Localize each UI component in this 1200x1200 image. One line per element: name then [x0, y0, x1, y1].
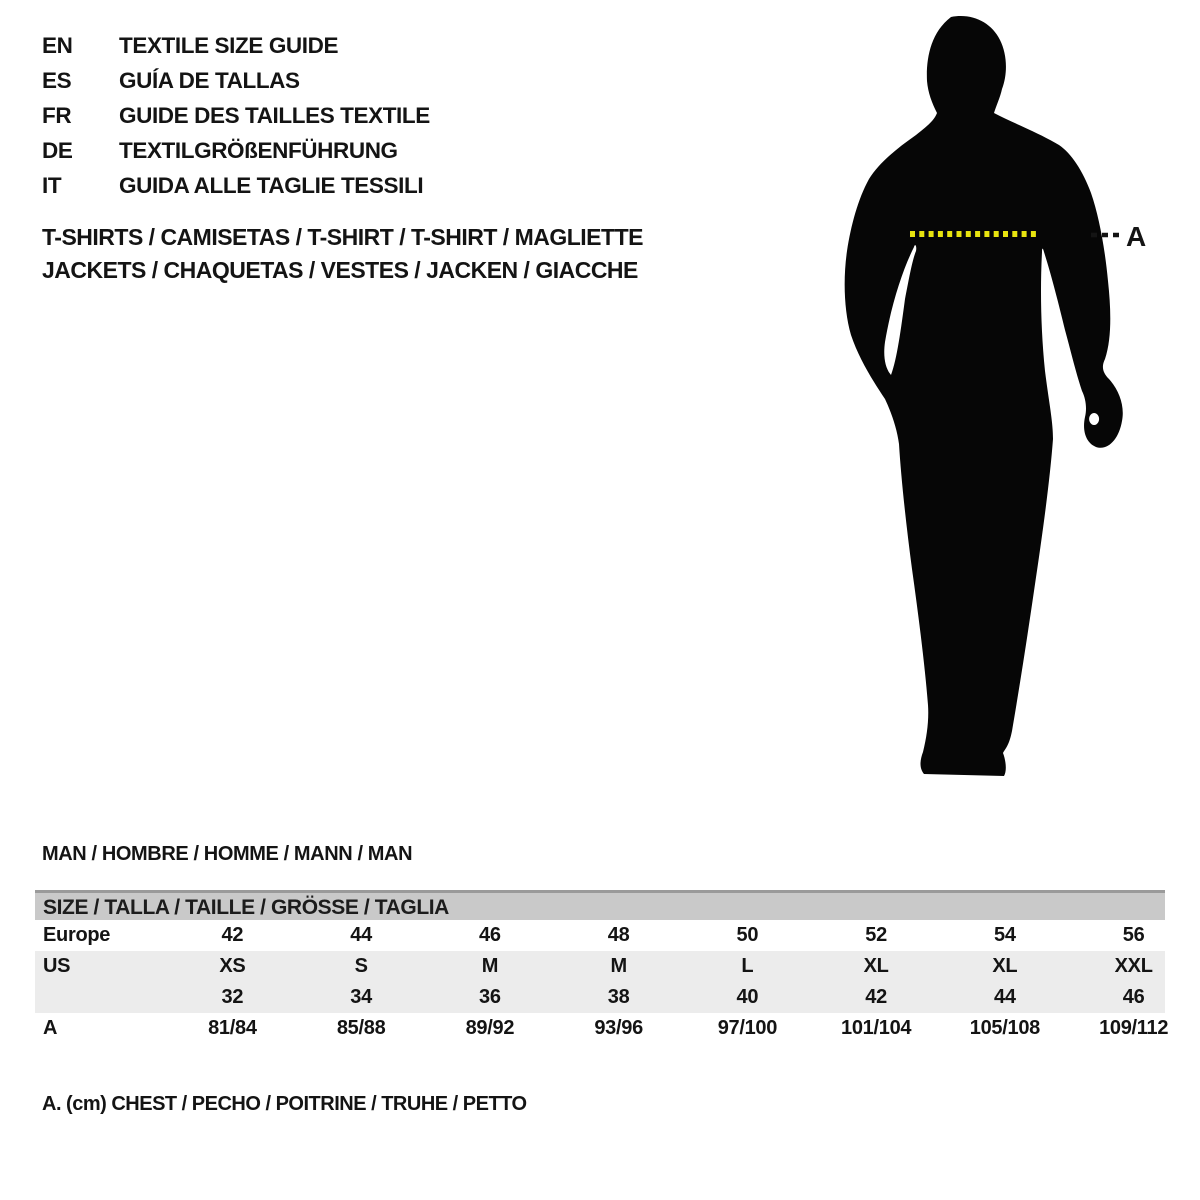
category-line-tshirts: T-SHIRTS / CAMISETAS / T-SHIRT / T-SHIRT / MAGLIETTE [42, 224, 643, 250]
size-table [35, 890, 1169, 1044]
size-cell: L [741, 955, 754, 977]
size-cell: M [481, 955, 499, 977]
language-row [42, 98, 430, 133]
size-cell: 46 [479, 924, 501, 946]
man-silhouette [845, 16, 1123, 776]
language-row [42, 133, 430, 168]
language-code: DE [42, 138, 73, 163]
size-cell: 81/84 [208, 1017, 257, 1039]
language-row [42, 168, 430, 203]
size-cell: 38 [607, 986, 630, 1008]
size-cell: 97/100 [717, 1017, 778, 1039]
size-cell: XXL [1114, 955, 1153, 977]
size-cell: XL [992, 955, 1018, 977]
size-table-row [35, 920, 1165, 951]
size-cell: 54 [994, 924, 1016, 946]
size-cell: 50 [736, 924, 759, 946]
language-guide-title: TEXTILE SIZE GUIDE [119, 33, 339, 58]
size-cell: 34 [350, 986, 372, 1008]
size-cell: 105/108 [969, 1017, 1040, 1039]
category-block [42, 221, 643, 287]
size-row-cells [168, 951, 1198, 982]
language-guide-title: TEXTILGRÖßENFÜHRUNG [119, 138, 398, 163]
size-cell: 109/112 [1099, 1017, 1169, 1039]
language-guide-title: GUÍA DE TALLAS [119, 68, 300, 93]
size-cell: 40 [736, 986, 759, 1008]
size-row-label: Europe [43, 924, 111, 946]
size-cell: 48 [607, 924, 630, 946]
language-guide-list [42, 28, 430, 203]
size-cell: 44 [994, 986, 1016, 1008]
size-cell: M [610, 955, 627, 977]
size-cell: 56 [1122, 924, 1145, 946]
size-cell: 42 [221, 924, 244, 946]
size-row-label: US [43, 955, 71, 977]
size-cell: 32 [221, 986, 244, 1008]
size-table-row [35, 982, 1165, 1013]
size-cell: 89/92 [465, 1017, 515, 1039]
size-cell: 52 [865, 924, 887, 946]
category-line-jackets: JACKETS / CHAQUETAS / VESTES / JACKEN / GIACCHE [42, 257, 638, 283]
size-table-row [35, 1013, 1169, 1044]
language-row [42, 28, 430, 63]
language-row [42, 63, 430, 98]
size-cell: S [354, 955, 368, 977]
size-cell: XL [863, 955, 889, 977]
size-table-header: SIZE / TALLA / TAILLE / GRÖSSE / TAGLIA [35, 890, 1165, 920]
language-code: EN [42, 33, 73, 58]
size-row-cells [168, 920, 1198, 951]
size-cell: 46 [1122, 986, 1145, 1008]
size-table-rows [35, 920, 1169, 1044]
size-row-cells [168, 982, 1198, 1013]
size-row-cells [168, 1013, 1198, 1044]
size-cell: 101/104 [841, 1017, 912, 1039]
language-guide-title: GUIDE DES TAILLES TEXTILE [119, 103, 430, 128]
size-cell: 36 [479, 986, 501, 1008]
language-guide-title: GUIDA ALLE TAGLIE TESSILI [119, 173, 424, 198]
language-code: IT [42, 173, 62, 198]
measurement-footnote: A. (cm) CHEST / PECHO / POITRINE / TRUHE / PETTO [42, 1093, 527, 1115]
size-cell: 44 [350, 924, 372, 946]
size-cell: XS [219, 955, 246, 977]
size-cell: 85/88 [336, 1017, 386, 1039]
language-code: ES [42, 68, 72, 93]
size-cell: 93/96 [594, 1017, 643, 1039]
size-row-label: A [43, 1017, 58, 1039]
language-code: FR [42, 103, 72, 128]
size-table-row [35, 951, 1165, 982]
size-cell: 42 [865, 986, 887, 1008]
man-section-title: MAN / HOMBRE / HOMME / MANN / MAN [42, 843, 413, 865]
measure-label-a: A [1126, 221, 1147, 252]
